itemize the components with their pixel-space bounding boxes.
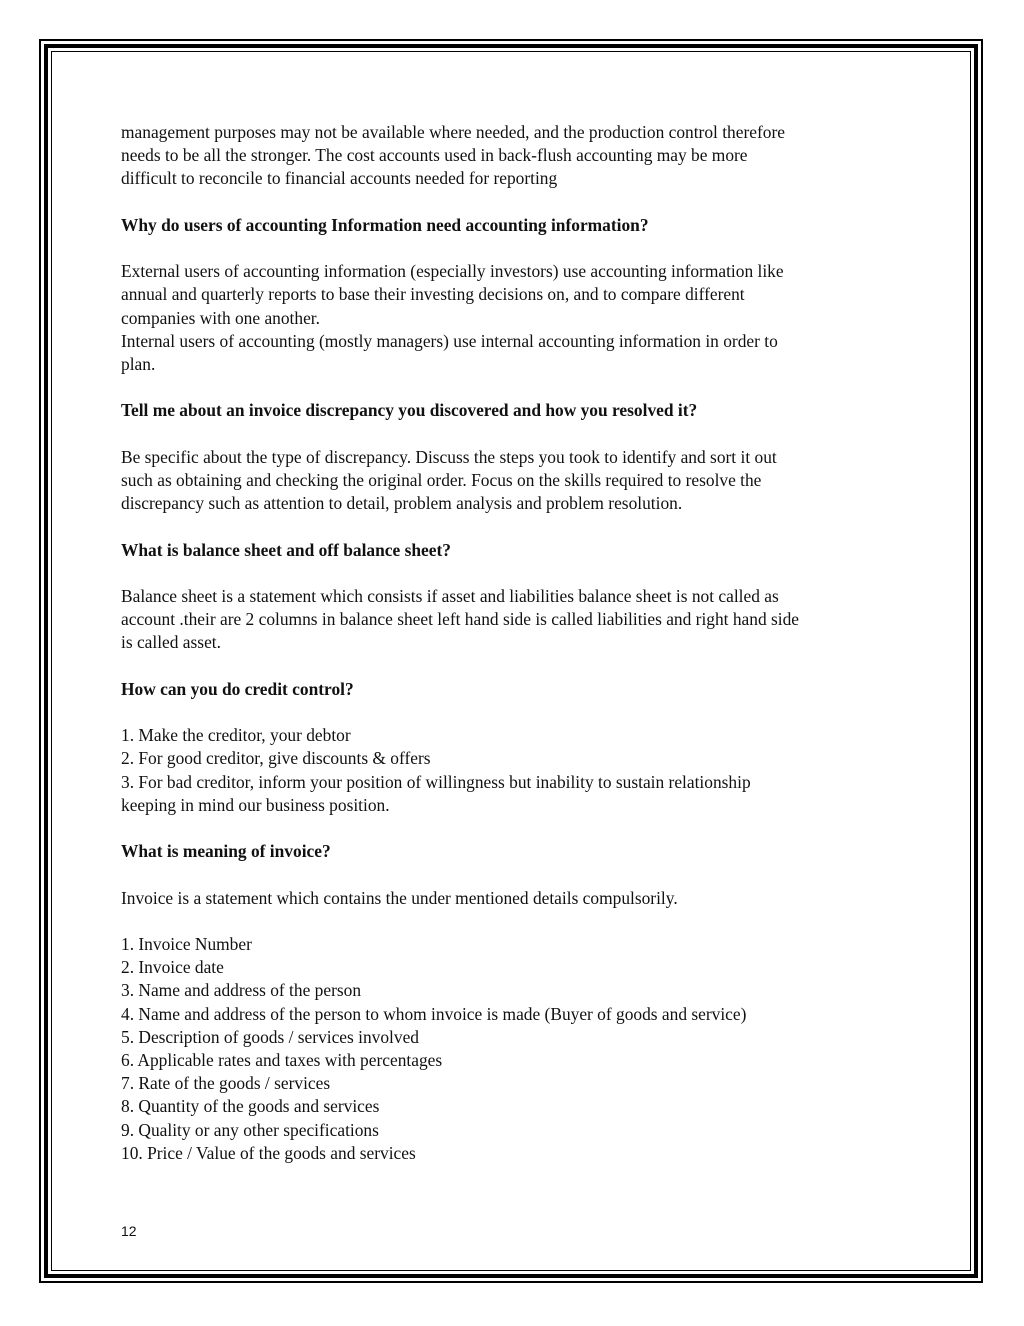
- heading-credit-control: How can you do credit control?: [121, 678, 354, 699]
- intro-paragraph: management purposes may not be available where needed, and the production control therefore needs to be all the stronger. The cost accounts used in back-flush accounting may be more difficult to reconcile to financial accounts needed for reporting: [121, 122, 785, 189]
- heading-invoice-discrepancy: Tell me about an invoice discrepancy you discovered and how you resolved it?: [121, 400, 698, 421]
- page-number: 12: [121, 1223, 137, 1239]
- paragraph-meaning-of-invoice: Invoice is a statement which contains the under mentioned details compulsorily.: [121, 887, 678, 908]
- heading-users-accounting-info: Why do users of accounting Information need accounting information?: [121, 214, 649, 235]
- paragraph-invoice-discrepancy: Be specific about the type of discrepancy. Discuss the steps you took to identify and sort it out such as obtaining and checking the original order. Focus on the skills required to resolve the discrepancy such as attention to detail, problem analysis and problem resolution.: [121, 446, 777, 514]
- paragraph-balance-sheet: Balance sheet is a statement which consists if asset and liabilities balance sheet is not called as account .their are 2 columns in balance sheet left hand side is called liabilities and right hand side is called asset.: [121, 585, 800, 653]
- heading-meaning-of-invoice: What is meaning of invoice?: [121, 841, 331, 862]
- list-invoice-details: 1. Invoice Number 2. Invoice date 3. Name and address of the person 4. Name and address of the person to whom invoice is made (Buyer of goods and service) 5. Description of goods / services involved 6. Applicable rates and taxes with percentages 7. Rate of the goods / services 8. Quantity of the goods and services 9. Quality or any other specifications 10. Price / Value of the goods and services: [121, 933, 747, 1163]
- document-body: [121, 121, 921, 1165]
- list-credit-control: 1. Make the creditor, your debtor 2. For good creditor, give discounts & offers 3. For bad creditor, inform your position of willingness but inability to sustain relationship keeping in mind our business position.: [121, 725, 751, 815]
- paragraph-users-accounting-info: External users of accounting information (especially investors) use accounting information like annual and quarterly reports to base their investing decisions on, and to compare different companies with one another. Internal users of accounting (mostly managers) use internal accounting information in order to plan.: [121, 261, 784, 374]
- heading-balance-sheet: What is balance sheet and off balance sheet?: [121, 539, 451, 560]
